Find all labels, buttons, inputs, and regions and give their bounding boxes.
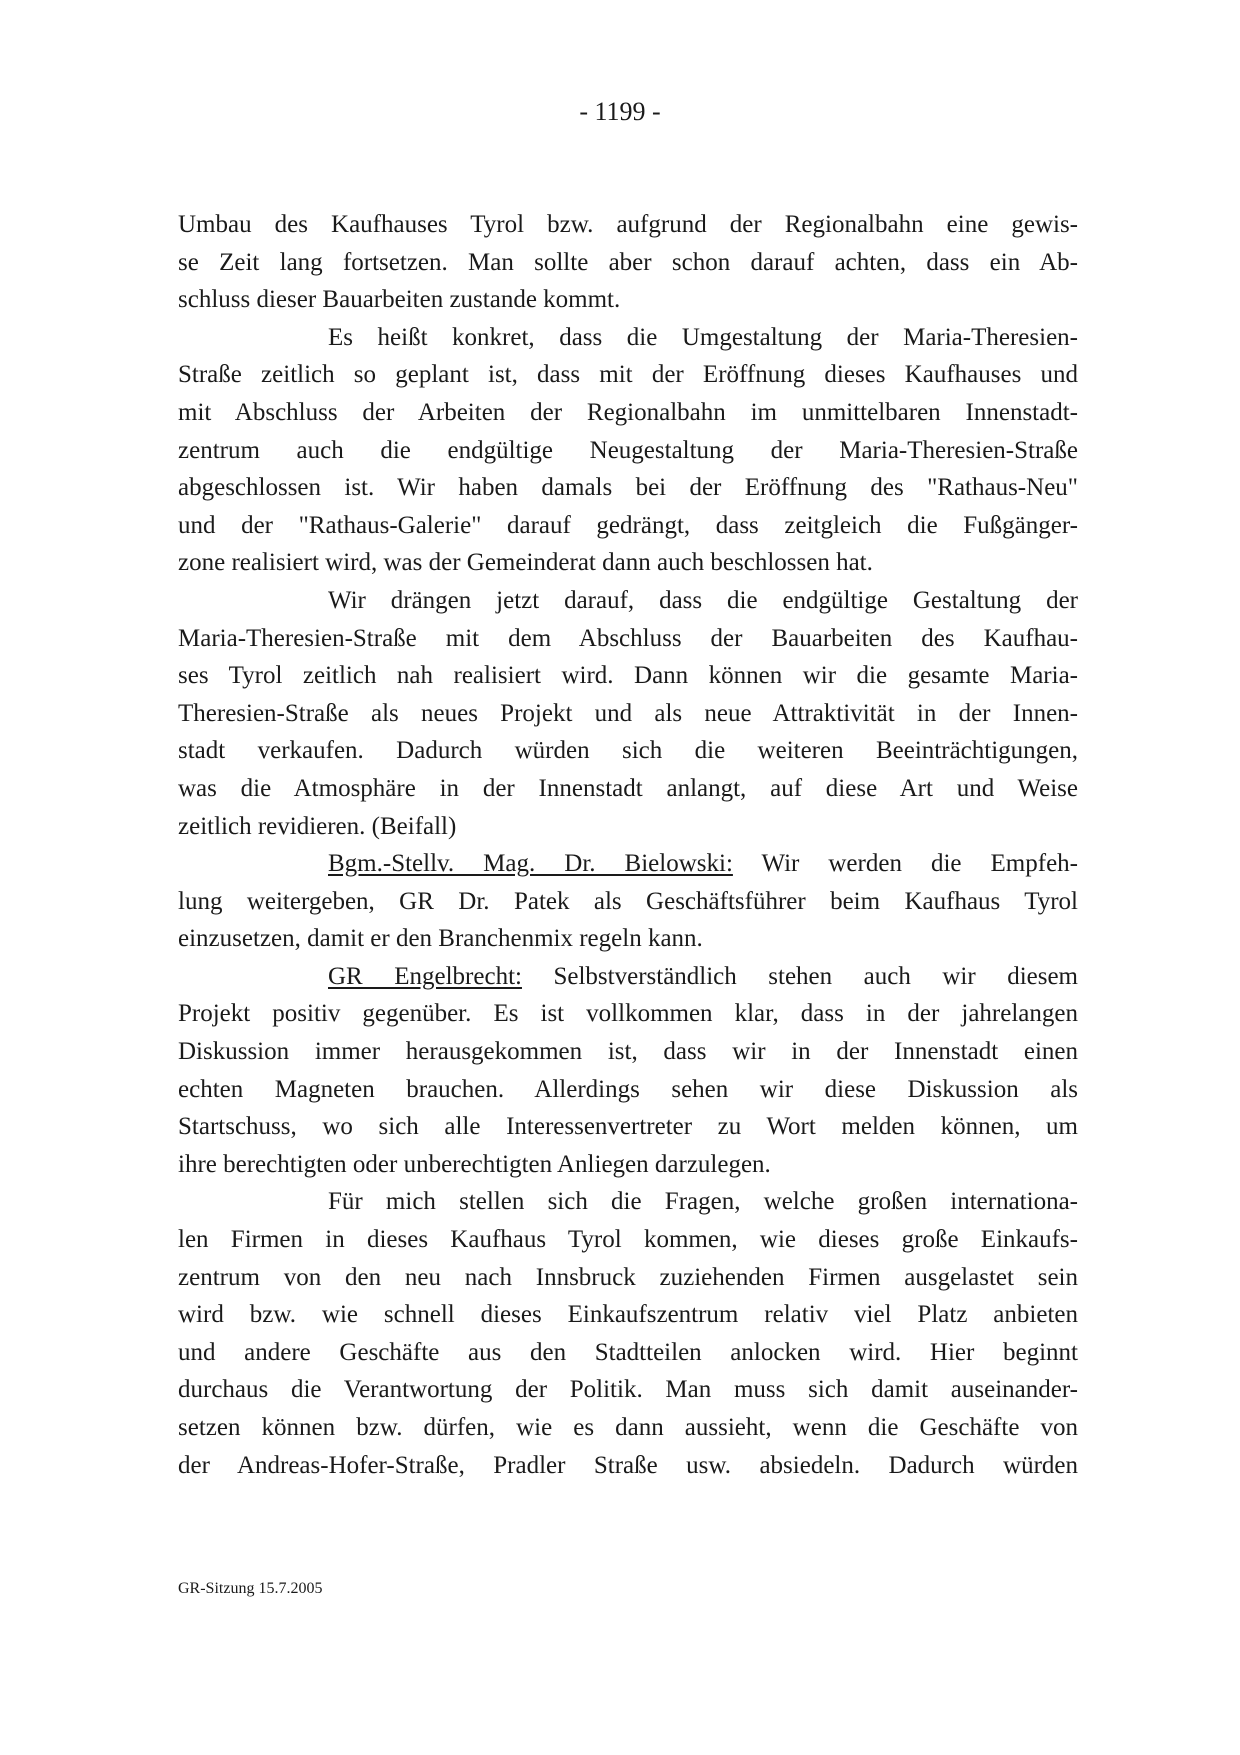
text-line: Theresien-Straße als neues Projekt und als neue Attraktivität in der Innen- [178, 699, 1078, 727]
text-line: Es heißt konkret, dass die Umgestaltung der Maria-Theresien- [328, 323, 1078, 351]
text-line: zeitlich revidieren. (Beifall) [178, 812, 457, 840]
document-body [178, 206, 1078, 1484]
text-line: echten Magneten brauchen. Allerdings sehen wir diese Diskussion als [178, 1075, 1078, 1103]
text-line: durchaus die Verantwortung der Politik. Man muss sich damit auseinander- [178, 1376, 1078, 1404]
text-line: zentrum auch die endgültige Neugestaltung der Maria-Theresien-Straße [178, 436, 1078, 464]
speaker-text: Selbstverständlich stehen auch wir diesem [521, 962, 1079, 990]
text-line: einzusetzen, damit er den Branchenmix regeln kann. [178, 925, 703, 953]
text-line: setzen können bzw. dürfen, wie es dann aussieht, wenn die Geschäfte von [178, 1414, 1078, 1441]
text-line: abgeschlossen ist. Wir haben damals bei der Eröffnung des "Rathaus-Neu" [178, 474, 1078, 502]
text-line: Maria-Theresien-Straße mit dem Abschluss der Bauarbeiten des Kaufhau- [178, 624, 1078, 652]
text-line: zentrum von den neu nach Innsbruck zuziehenden Firmen ausgelastet sein [178, 1263, 1078, 1291]
text-line: ihre berechtigten oder unberechtigten Anliegen darzulegen. [178, 1150, 771, 1178]
text-line: was die Atmosphäre in der Innenstadt anlangt, auf diese Art und Weise [178, 774, 1078, 802]
text-line: len Firmen in dieses Kaufhaus Tyrol kommen, wie dieses große Einkaufs- [178, 1226, 1078, 1254]
text-line: se Zeit lang fortsetzen. Man sollte aber schon darauf achten, dass ein Ab- [178, 248, 1078, 276]
text-line: und der "Rathaus-Galerie" darauf gedrängt, dass zeitgleich die Fußgänger- [178, 511, 1078, 539]
speaker-name: Bgm.-Stellv. Mag. Dr. Bielowski: [328, 850, 733, 878]
page-number: - 1199 - [579, 97, 661, 126]
page-footer: GR-Sitzung 15.7.2005 [178, 1580, 323, 1597]
text-line: Projekt positiv gegenüber. Es ist vollkommen klar, dass in der jahrelangen [178, 1000, 1078, 1028]
text-line: Umbau des Kaufhauses Tyrol bzw. aufgrund der Regionalbahn eine gewis- [178, 211, 1078, 238]
text-line: und andere Geschäfte aus den Stadtteilen anlocken wird. Hier beginnt [178, 1338, 1078, 1366]
text-line: stadt verkaufen. Dadurch würden sich die weiteren Beeinträchtigungen, [178, 737, 1078, 765]
text-line: mit Abschluss der Arbeiten der Regionalbahn im unmittelbaren Innenstadt- [178, 398, 1078, 426]
text-line: ses Tyrol zeitlich nah realisiert wird. Dann können wir die gesamte Maria- [178, 662, 1078, 690]
text-line [178, 958, 1078, 996]
text-line: Diskussion immer herausgekommen ist, dass wir in der Innenstadt einen [178, 1038, 1078, 1066]
text-line: Für mich stellen sich die Fragen, welche großen internationa- [328, 1188, 1078, 1216]
text-line [178, 845, 1078, 883]
text-line: Startschuss, wo sich alle Interessenvertreter zu Wort melden können, um [178, 1113, 1078, 1141]
text-line: Straße zeitlich so geplant ist, dass mit der Eröffnung dieses Kaufhauses und [178, 361, 1078, 389]
text-line: wird bzw. wie schnell dieses Einkaufszentrum relativ viel Platz anbieten [178, 1301, 1078, 1329]
speaker-name: GR Engelbrecht: [328, 962, 522, 990]
text-line: Wir drängen jetzt darauf, dass die endgültige Gestaltung der [328, 586, 1078, 614]
text-line: der Andreas-Hofer-Straße, Pradler Straße usw. absiedeln. Dadurch würden [178, 1451, 1078, 1479]
speaker-text: Wir werden die Empfeh- [732, 850, 1078, 878]
text-line: schluss dieser Bauarbeiten zustande kommt. [178, 286, 621, 314]
text-line: zone realisiert wird, was der Gemeinderat dann auch beschlossen hat. [178, 549, 873, 577]
text-line: lung weitergeben, GR Dr. Patek als Geschäftsführer beim Kaufhaus Tyrol [178, 887, 1078, 915]
